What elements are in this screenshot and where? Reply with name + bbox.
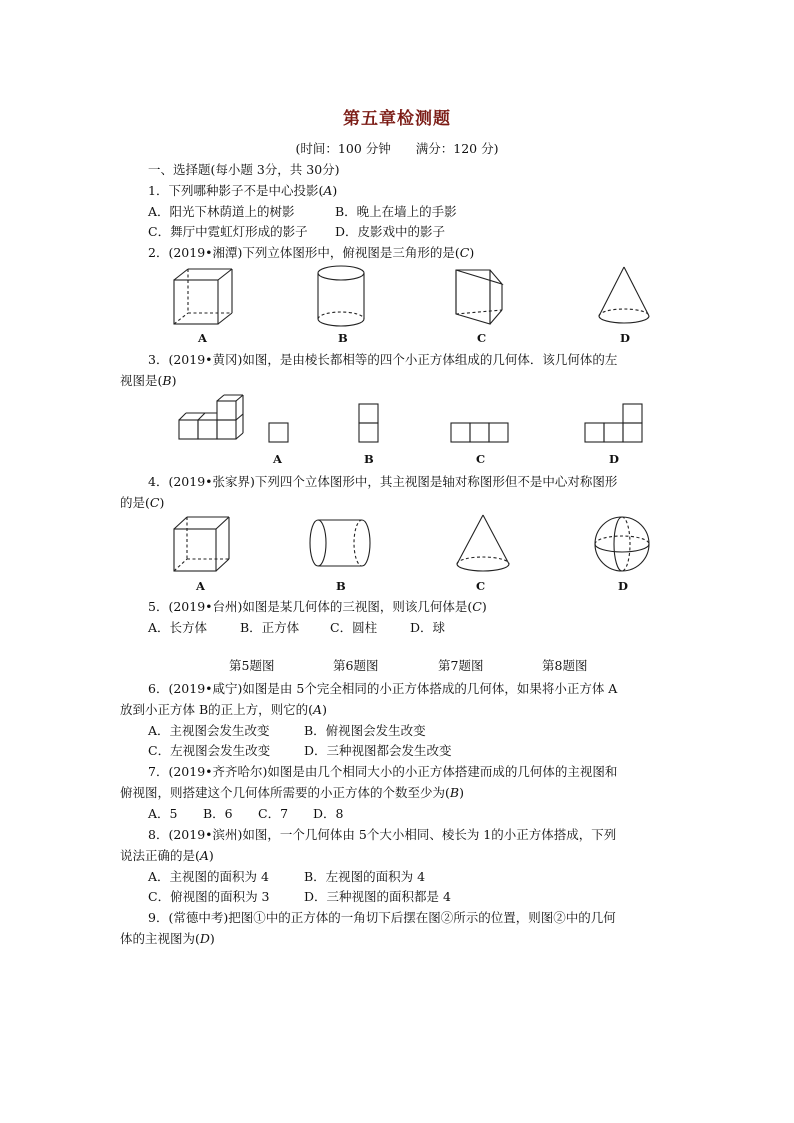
option-b: B．正方体 [240, 620, 300, 635]
question-9-cont [120, 929, 215, 949]
answer-choice: C [472, 599, 482, 614]
figure-label: A [273, 452, 282, 466]
stacked-cubes-figure [176, 394, 246, 444]
option-a: A．长方体 [148, 620, 208, 635]
question-6: 6．(2019•咸宁)如图是由 5个完全相同的小正方体搭成的几何体，如果将小正方体 A [148, 681, 618, 696]
question-6-cont [120, 700, 327, 720]
figure-label: C [476, 452, 486, 466]
paren-close: ) [171, 373, 177, 388]
section-heading: 一、选择题(每小题 3分，共 30分) [148, 162, 340, 177]
question-8: 8．(2019•滨州)如图，一个几何体由 5个大小相同、棱长为 1的小正方体搭成，下列 [148, 827, 617, 842]
question-8-cont [120, 846, 214, 866]
figure-caption: 第5题图 [229, 658, 275, 673]
paren-close: ) [481, 599, 487, 614]
cylinder-figure [312, 264, 372, 328]
figure-label: C [476, 579, 486, 593]
view-option-c [450, 422, 512, 444]
horizontal-cylinder-figure [306, 516, 374, 570]
figure-label: D [620, 331, 630, 345]
option-b: B．晚上在墙上的手影 [335, 204, 457, 219]
question-stem: 2．(2019•湘潭)下列立体图形中，俯视图是三角形的是( [148, 245, 460, 260]
question-4: 4．(2019•张家界)下列四个立体图形中，其主视图是轴对称图形但不是中心对称图形 [148, 474, 618, 489]
question-7-cont [120, 783, 464, 803]
option-c: C．舞厅中霓虹灯形成的影子 [148, 224, 308, 239]
question-3: 3．(2019•黄冈)如图，是由棱长都相等的四个小正方体组成的几何体．该几何体的左 [148, 352, 618, 367]
figure-caption: 第8题图 [542, 658, 588, 673]
question-4-cont [120, 493, 164, 513]
cone-figure [594, 264, 654, 328]
paren-close: ) [322, 702, 327, 717]
paren-close: ) [209, 931, 215, 946]
sphere-figure [592, 514, 654, 574]
answer-choice: A [323, 183, 333, 198]
option-d: D．三种视图都会发生改变 [304, 743, 452, 758]
view-option-b [358, 403, 382, 444]
option-a: A．主视图会发生改变 [148, 723, 270, 738]
answer-choice: B [162, 373, 172, 388]
option-d: D．三种视图的面积都是 4 [304, 889, 451, 904]
page-title: 第五章检测题 [343, 109, 451, 129]
option-d: D．8 [313, 806, 344, 821]
paren-close: ) [159, 495, 165, 510]
figure-label: D [618, 579, 628, 593]
cone-figure [452, 512, 514, 574]
figure-label: B [338, 331, 348, 345]
paren-close: ) [332, 183, 338, 198]
figure-label: B [336, 579, 346, 593]
option-b: B．俯视图会发生改变 [304, 723, 426, 738]
answer-choice: A [313, 702, 323, 717]
cube-figure [170, 514, 236, 574]
question-stem: 1．下列哪种影子不是中心投影( [148, 183, 324, 198]
option-c: C．7 [258, 806, 289, 821]
question-stem: 放到小正方体 B的正上方，则它的( [120, 702, 314, 717]
figure-label: A [198, 331, 207, 345]
option-c: C．左视图会发生改变 [148, 743, 271, 758]
cube-figure [170, 266, 240, 328]
option-a: A．阳光下林荫道上的树影 [148, 204, 295, 219]
figure-label: D [609, 452, 619, 466]
question-2 [148, 243, 474, 263]
option-b: B．6 [203, 806, 233, 821]
option-c: C．圆柱 [330, 620, 378, 635]
option-a: A．主视图的面积为 4 [148, 869, 269, 884]
question-stem: 的是( [120, 495, 150, 510]
view-option-d [584, 403, 646, 444]
exam-meta: (时间：100 分钟 满分：120 分) [295, 141, 499, 156]
figure-label: A [196, 579, 205, 593]
option-c: C．俯视图的面积为 3 [148, 889, 270, 904]
question-9: 9．(常德中考)把图①中的正方体的一角切下后摆在图②所示的位置，则图②中的几何 [148, 910, 616, 925]
figure-caption: 第6题图 [333, 658, 379, 673]
question-stem: 体的主视图为( [120, 931, 200, 946]
answer-choice: A [199, 848, 209, 863]
figure-caption: 第7题图 [438, 658, 484, 673]
question-stem: 俯视图，则搭建这个几何体所需要的小正方体的个数至少为( [120, 785, 450, 800]
option-d: D．球 [410, 620, 446, 635]
question-7: 7．(2019•齐齐哈尔)如图是由几个相同大小的小正方体搭建而成的几何体的主视图和 [148, 764, 618, 779]
answer-choice: C [149, 495, 160, 510]
question-5 [148, 597, 487, 617]
option-b: B．左视图的面积为 4 [304, 869, 426, 884]
paren-close: ) [469, 245, 475, 260]
answer-choice: D [199, 931, 210, 946]
figure-label: B [364, 452, 374, 466]
paren-close: ) [459, 785, 464, 800]
question-3-cont [120, 371, 176, 391]
view-option-a [268, 422, 292, 444]
question-stem: 5．(2019•台州)如图是某几何体的三视图，则该几何体是( [148, 599, 473, 614]
answer-choice: B [449, 785, 460, 800]
question-stem: 视图是( [120, 373, 163, 388]
triangular-prism-figure [452, 266, 508, 328]
option-a: A．5 [148, 806, 178, 821]
question-1 [148, 181, 337, 201]
paren-close: ) [208, 848, 214, 863]
option-d: D．皮影戏中的影子 [335, 224, 446, 239]
question-stem: 说法正确的是( [120, 848, 200, 863]
answer-choice: C [459, 245, 470, 260]
figure-label: C [477, 331, 487, 345]
